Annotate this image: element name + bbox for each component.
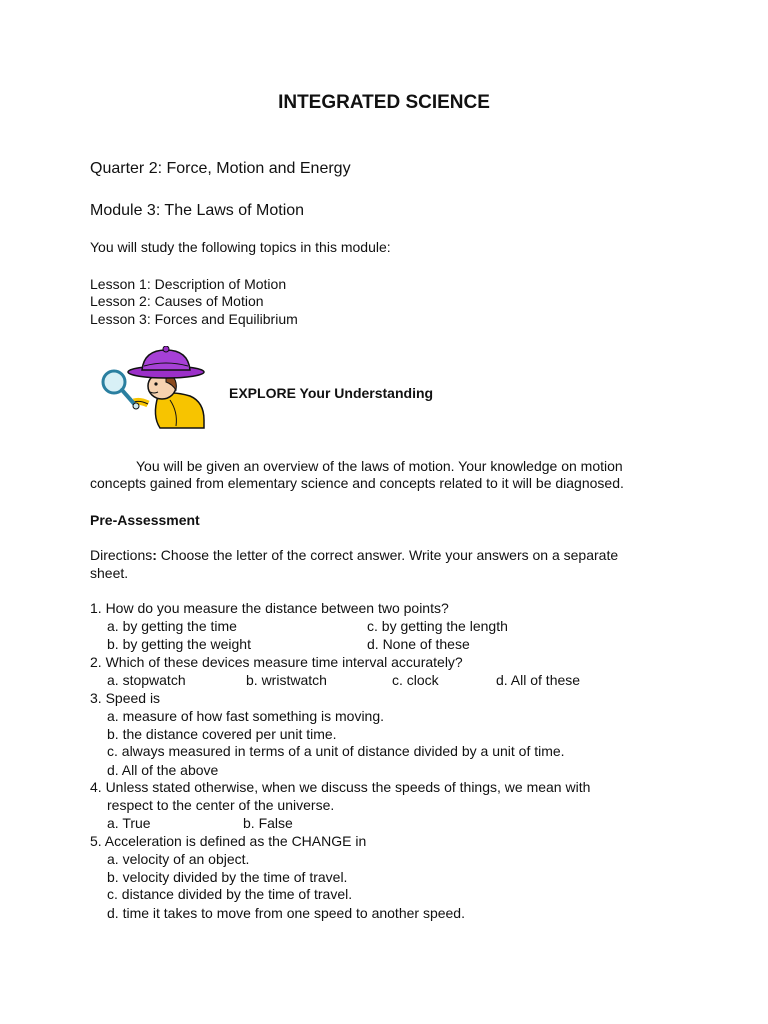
question-stem: 4. Unless stated otherwise, when we discuss the speeds of things, we mean with <box>90 779 591 795</box>
answer-option: b. wristwatch <box>246 672 327 688</box>
directions-text <box>90 547 618 563</box>
question-stem: 3. Speed is <box>90 690 161 706</box>
detective-magnifier-illustration <box>100 346 210 430</box>
directions-label: Directions <box>90 547 153 563</box>
answer-option: c. always measured in terms of a unit of distance divided by a unit of time. <box>107 743 565 759</box>
overview-text: You will be given an overview of the laws of motion. Your knowledge on motion <box>136 458 623 474</box>
lesson-item: Lesson 3: Forces and Equilibrium <box>90 311 298 327</box>
lesson-item: Lesson 1: Description of Motion <box>90 276 287 292</box>
page-title: INTEGRATED SCIENCE <box>278 92 490 113</box>
answer-option: d. None of these <box>367 636 470 652</box>
answer-option: b. by getting the weight <box>107 636 251 652</box>
lesson-item: Lesson 2: Causes of Motion <box>90 293 264 309</box>
answer-option: d. All of the above <box>107 762 219 778</box>
directions-text-continued: sheet. <box>90 565 129 581</box>
quarter-heading: Quarter 2: Force, Motion and Energy <box>90 160 351 177</box>
intro-text: You will study the following topics in this module: <box>90 239 391 255</box>
explore-heading: EXPLORE Your Understanding <box>229 385 434 401</box>
module-heading: Module 3: The Laws of Motion <box>90 202 305 219</box>
answer-option: a. velocity of an object. <box>107 851 250 867</box>
answer-option: b. velocity divided by the time of travel. <box>107 869 348 885</box>
answer-option: a. stopwatch <box>107 672 186 688</box>
question-stem: 5. Acceleration is defined as the CHANGE in <box>90 833 367 849</box>
answer-option: d. All of these <box>496 672 581 688</box>
directions-body: Choose the letter of the correct answer. Write your answers on a separate <box>156 547 619 563</box>
question-stem: 2. Which of these devices measure time interval accurately? <box>90 654 463 670</box>
question-stem: 1. How do you measure the distance between two points? <box>90 600 449 616</box>
answer-option: a. measure of how fast something is moving. <box>107 708 385 724</box>
answer-option: b. False <box>243 815 293 831</box>
answer-option: c. by getting the length <box>367 618 508 634</box>
answer-option: c. distance divided by the time of travel. <box>107 886 353 902</box>
answer-option: a. by getting the time <box>107 618 237 634</box>
directions-colon: : <box>152 547 157 563</box>
answer-option: c. clock <box>392 672 439 688</box>
overview-text-continued: concepts gained from elementary science and concepts related to it will be diagnosed. <box>90 475 624 491</box>
answer-option: b. the distance covered per unit time. <box>107 726 337 742</box>
question-stem-continued: respect to the center of the universe. <box>107 797 335 813</box>
pre-assessment-heading: Pre-Assessment <box>90 512 200 528</box>
answer-option: d. time it takes to move from one speed to another speed. <box>107 905 465 921</box>
answer-option: a. True <box>107 815 151 831</box>
